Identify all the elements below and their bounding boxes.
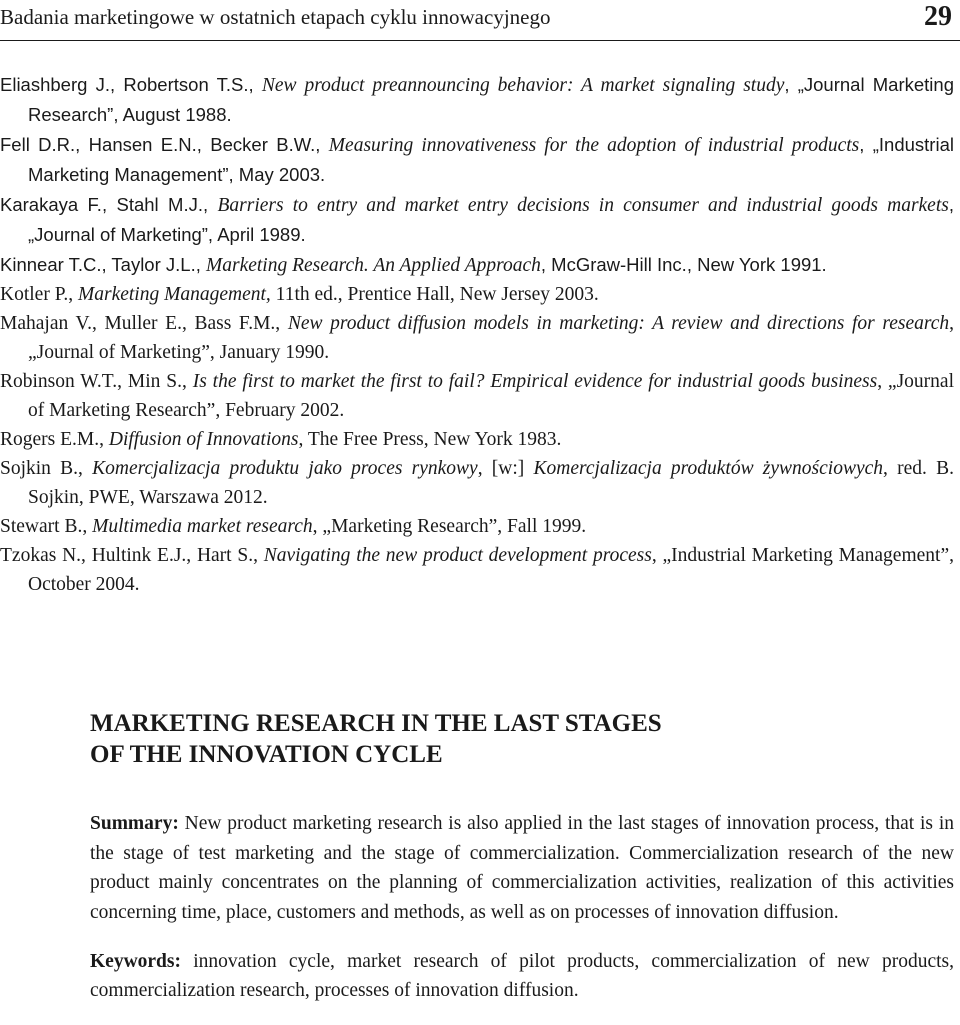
reference-authors: Rogers E.M.,	[0, 429, 109, 450]
reference-title: Measuring innovativeness for the adoption of industrial products	[328, 135, 860, 156]
reference-authors: Kinnear T.C., Taylor J.L.,	[0, 254, 206, 275]
reference-authors: Sojkin B.,	[0, 458, 93, 479]
reference-details: , „Marketing Research”, Fall 1999.	[312, 516, 587, 537]
reference-title: Komercjalizacja produktu jako proces rynkowy	[92, 458, 478, 479]
reference-item	[0, 309, 954, 367]
reference-authors: Fell D.R., Hansen E.N., Becker B.W.,	[0, 134, 329, 155]
reference-item	[0, 130, 954, 190]
reference-title: Multimedia market research	[92, 516, 313, 537]
reference-details: , red. B. Sojkin, PWE, Warszawa 2012.	[28, 458, 954, 508]
reference-item	[0, 425, 954, 454]
english-title	[90, 708, 954, 770]
reference-item	[0, 190, 954, 250]
reference-title: New product preannouncing behavior: A market signaling study	[261, 75, 785, 96]
english-title-line: MARKETING RESEARCH IN THE LAST STAGES	[90, 710, 662, 737]
reference-authors: Kotler P.,	[0, 284, 78, 305]
reference-title: Navigating the new product development process	[263, 545, 652, 566]
reference-details: , „Journal Marketing Research”, August 1988.	[28, 74, 954, 125]
running-title: Badania marketingowe w ostatnich etapach cyklu innowacyjnego	[0, 5, 551, 29]
reference-item	[0, 280, 954, 309]
running-header	[0, 0, 960, 41]
summary-text: New product marketing research is also applied in the last stages of innovation process, that is in the stage of test marketing and the stage of commercialization. Commercialization research of the new product mainly concentrates on the planning of commercialization activities, realization of this activities concerning time, place, customers and methods, as well as on processes of innovation diffusion.	[90, 813, 954, 923]
reference-item	[0, 70, 954, 130]
reference-details: , „Journal of Marketing Research”, February 2002.	[28, 371, 954, 421]
keywords-text: innovation cycle, market research of pilot products, commercialization of new products, commercialization research, processes of innovation diffusion.	[90, 950, 954, 1001]
reference-item	[0, 512, 954, 541]
reference-details: , McGraw-Hill Inc., New York 1991.	[540, 254, 827, 275]
reference-item	[0, 250, 954, 280]
reference-item	[0, 367, 954, 425]
english-abstract	[90, 708, 954, 1025]
summary-label: Summary:	[90, 813, 179, 834]
reference-authors: Tzokas N., Hultink E.J., Hart S.,	[0, 545, 264, 566]
reference-title: New product diffusion models in marketing: A review and directions for research	[287, 313, 950, 334]
reference-authors: Karakaya F., Stahl M.J.,	[0, 194, 218, 215]
keywords-label: Keywords:	[90, 950, 181, 972]
summary-paragraph	[90, 809, 954, 927]
reference-title: Marketing Research. An Applied Approach	[206, 255, 541, 276]
english-title-line: OF THE INNOVATION CYCLE	[90, 741, 443, 768]
reference-details: 11th ed., Prentice Hall, New Jersey 2003.	[270, 284, 599, 305]
page-number: 29	[924, 1, 952, 32]
reference-title: Barriers to entry and market entry decisions in consumer and industrial goods markets	[217, 195, 949, 216]
reference-title: Diffusion of Innovations	[108, 429, 299, 450]
keywords-paragraph	[90, 947, 954, 1006]
reference-item	[0, 541, 954, 599]
reference-book-title: Komercjalizacja produktów żywnościowych	[533, 458, 884, 479]
reference-title: Is the first to market the first to fail? Empirical evidence for industrial goods business	[192, 371, 878, 392]
reference-details: , „Industrial Marketing Management”, October 2004.	[28, 545, 954, 595]
reference-authors: Eliashberg J., Robertson T.S.,	[0, 74, 262, 95]
reference-authors: Robinson W.T., Min S.,	[0, 371, 193, 392]
reference-details: , „Industrial Marketing Management”, May 2003.	[28, 134, 954, 185]
reference-details: , The Free Press, New York 1983.	[298, 429, 562, 450]
references-list	[0, 70, 954, 599]
reference-details: , „Journal of Marketing”, January 1990.	[28, 313, 954, 363]
reference-authors: Mahajan V., Muller E., Bass F.M.,	[0, 313, 288, 334]
reference-title: Marketing Management,	[78, 284, 271, 305]
reference-connector: , [w:]	[477, 458, 534, 479]
reference-details: , „Journal of Marketing”, April 1989.	[28, 194, 954, 245]
reference-item	[0, 454, 954, 512]
reference-authors: Stewart B.,	[0, 516, 93, 537]
